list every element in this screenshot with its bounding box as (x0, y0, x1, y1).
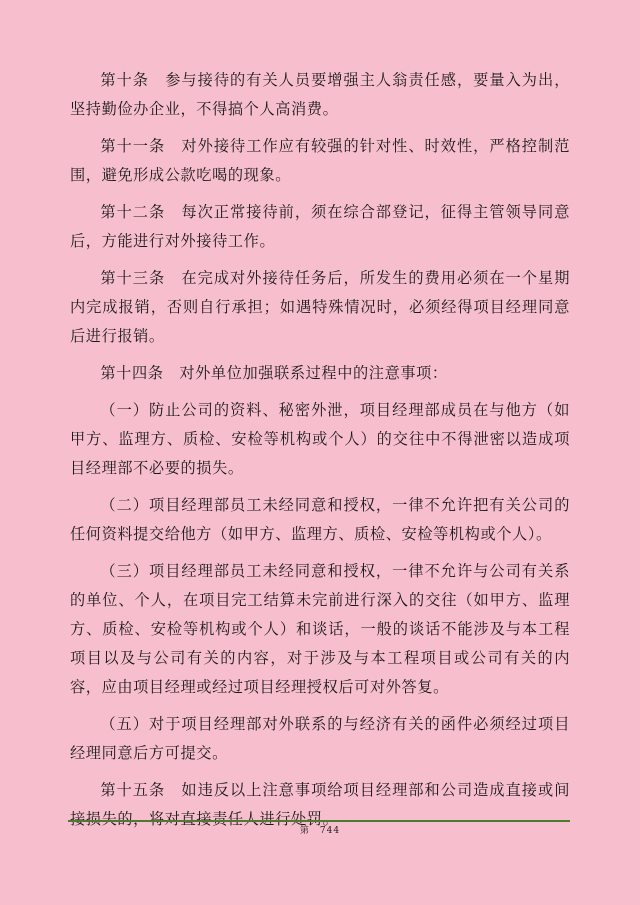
article-14-item-1: （一）防止公司的资料、秘密外泄，项目经理部成员在与他方（如甲方、监理方、质检、安检等机构或个人）的交往中不得泄密以造成项目经理部不必要的损失。 (70, 401, 570, 477)
article-12: 第十二条 每次正常接待前，须在综合部登记，征得主管领导同意后，方能进行对外接待工作。 (70, 203, 570, 250)
article-14-item-2: （二）项目经理部员工未经同意和授权，一律不允许把有关公司的任何资料提交给他方（如甲方、监理方、质检、安检等机构或个人）。 (70, 496, 570, 543)
article-13: 第十三条 在完成对外接待任务后，所发生的费用必须在一个星期内完成报销，否则自行承担；如遇特殊情况时，必须经得项目经理同意后进行报销。 (70, 269, 570, 345)
article-10: 第十条 参与接待的有关人员要增强主人翁责任感，要量入为出，坚持勤俭办企业，不得搞个人高消费。 (70, 71, 570, 118)
article-14: 第十四条 对外单位加强联系过程中的注意事项： (100, 364, 448, 382)
article-11: 第十一条 对外接待工作应有较强的针对性、时效性，严格控制范围，避免形成公款吃喝的现象。 (70, 137, 570, 184)
footer-divider (68, 820, 570, 822)
page-number: 第 744 (299, 826, 341, 836)
document-body (70, 66, 570, 842)
article-14-item-5: （五）对于项目经理部对外联系的与经济有关的函件必须经过项目经理同意后方可提交。 (70, 715, 570, 762)
article-14-item-3: （三）项目经理部员工未经同意和授权，一律不允许与公司有关系的单位、个人，在项目完工结算未完前进行深入的交往（如甲方、监理方、质检、安检等机构或个人）和谈话，一般的谈话不能涉及与本工程项目以及与公司有关的内容，对于涉及与本工程项目或公司有关的内容，应由项目经理或经过项目经理授权后可对外答复。 (70, 562, 570, 696)
article-15: 第十五条 如违反以上注意事项给项目经理部和公司造成直接或间接损失的，将对直接责任人进行处罚。 (70, 781, 570, 828)
